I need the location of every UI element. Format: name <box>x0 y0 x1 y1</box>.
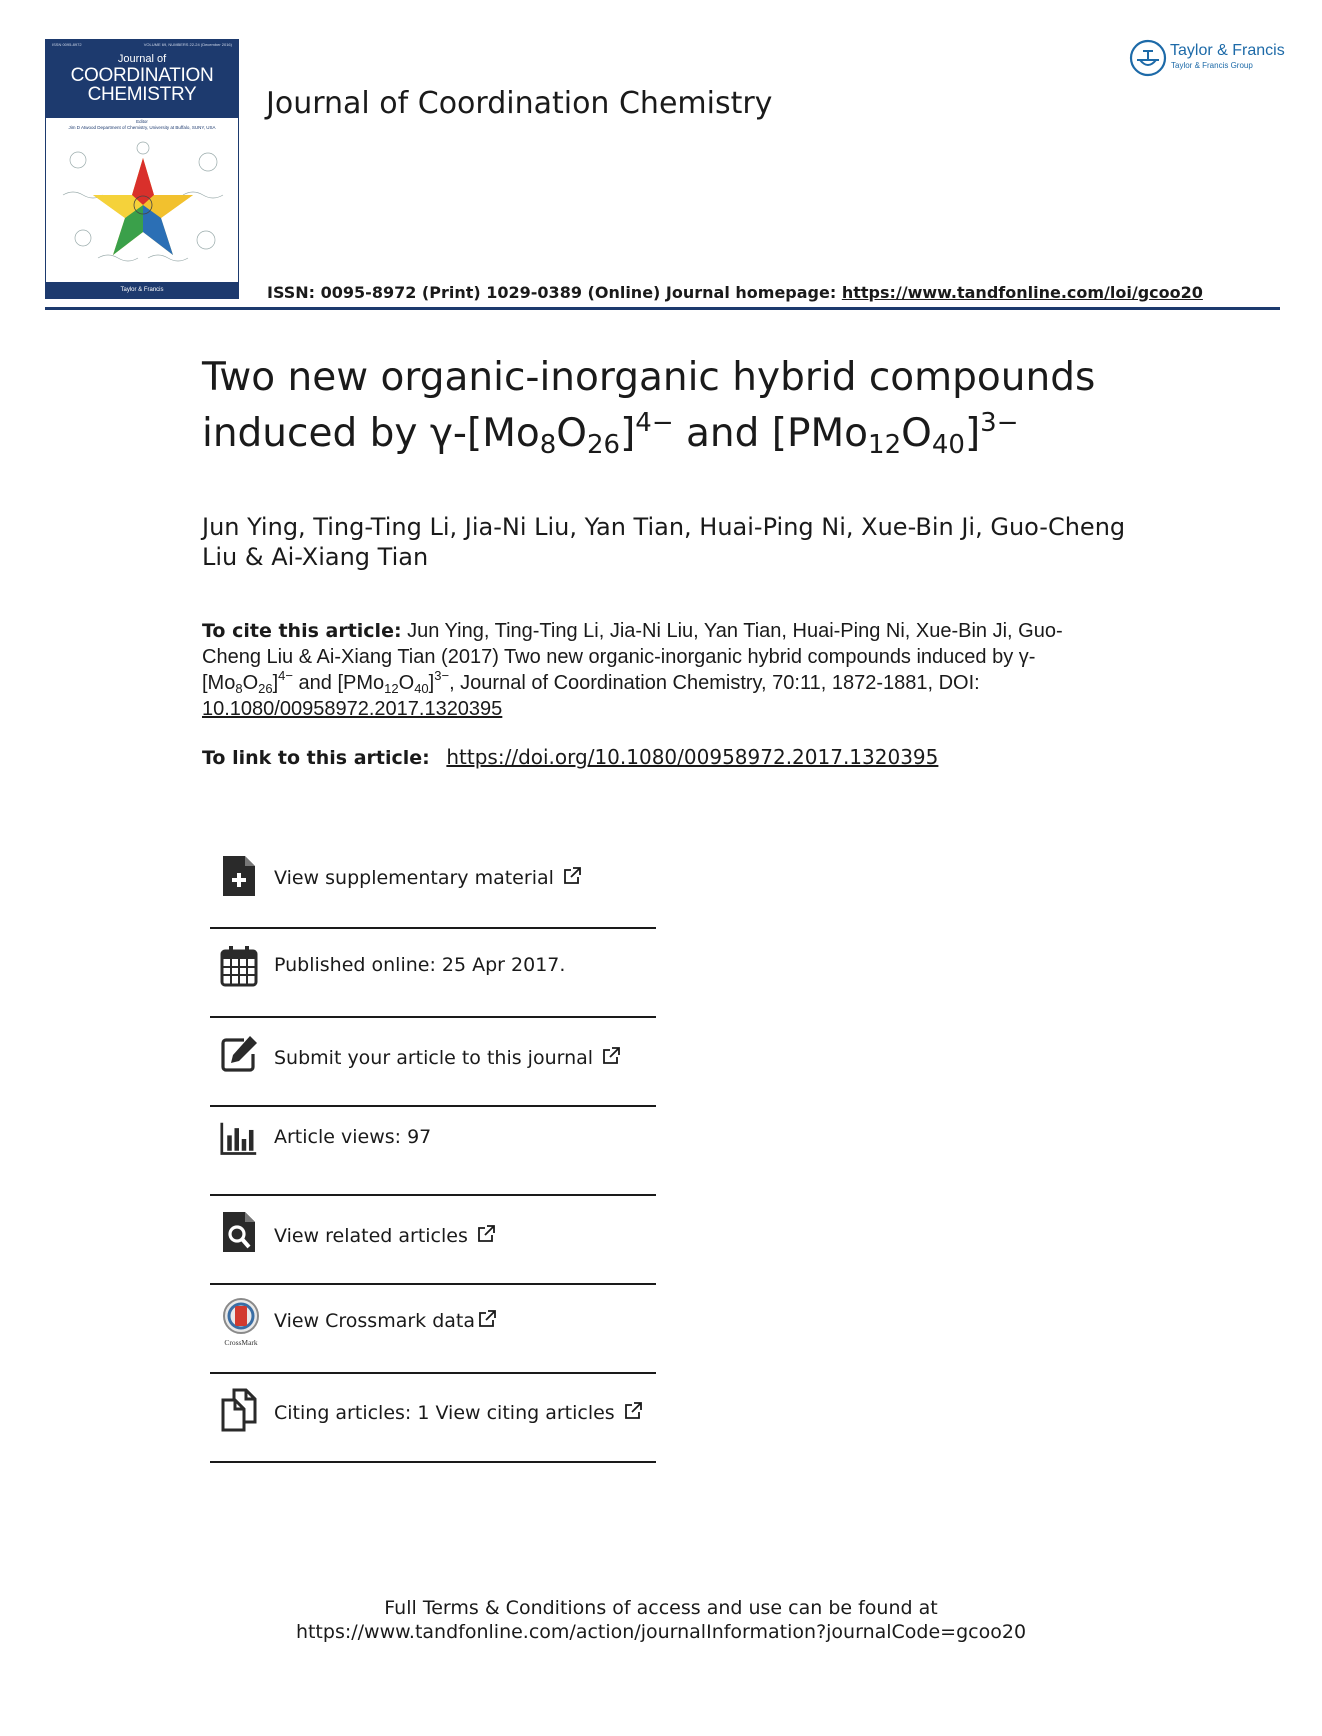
title-text: ] <box>964 411 981 456</box>
citing-text: Citing articles: 1 View citing articles <box>274 1402 615 1424</box>
cover-star-artwork <box>58 140 228 270</box>
submit-label <box>274 1047 620 1069</box>
related-row[interactable] <box>210 1196 656 1285</box>
submit-row[interactable] <box>210 1018 656 1107</box>
citation-subscript: 8 <box>235 681 243 696</box>
publisher-subtitle: Taylor & Francis Group <box>1171 61 1253 70</box>
citation-label: To cite this article: <box>202 620 402 642</box>
citation-block <box>202 618 1102 722</box>
cover-coordination <box>46 66 238 104</box>
supplementary-label <box>274 867 581 889</box>
crossmark-logo-text: CrossMark <box>224 1338 258 1347</box>
views-label: Article views: 97 <box>274 1126 432 1148</box>
footer <box>0 1596 1322 1644</box>
article-title <box>202 350 1152 462</box>
crossmark-label <box>274 1310 496 1332</box>
cover-coordination-word: COORDINATION <box>70 65 214 86</box>
issn-line <box>267 283 1203 302</box>
submit-text: Submit your article to this journal <box>274 1047 594 1069</box>
cover-volume: VOLUME 69, NUMBERS 22-24 (December 2016) <box>143 42 232 47</box>
journal-cover-image <box>45 39 239 299</box>
authors: Jun Ying, Ting-Ting Li, Jia-Ni Liu, Yan Tian, Huai-Ping Ni, Xue-Bin Ji, Guo-Cheng Liu & Ai-Xiang Tian <box>202 513 1126 571</box>
external-link-icon <box>478 1310 496 1328</box>
calendar-icon <box>220 945 258 989</box>
header-divider <box>45 307 1280 310</box>
citation-text: O <box>242 672 259 694</box>
copy-documents-icon <box>220 1388 258 1432</box>
citation-subscript: 26 <box>258 681 273 696</box>
cover-issn: ISSN 0095-8972 <box>52 42 82 47</box>
title-line-2 <box>202 406 1152 462</box>
citation-text: , Journal of Coordination Chemistry, 70:11, 1872-1881, DOI: <box>449 672 980 694</box>
title-superscript: 3− <box>980 408 1019 438</box>
citation-text: ] <box>428 672 435 694</box>
issn-text: ISSN: 0095-8972 (Print) 1029-0389 (Online) Journal homepage: <box>267 283 842 302</box>
journal-homepage-link[interactable]: https://www.tandfonline.com/loi/gcoo20 <box>841 283 1203 302</box>
citation-superscript: 3− <box>434 668 450 683</box>
article-doi-url[interactable]: https://doi.org/10.1080/00958972.2017.1320395 <box>446 745 939 769</box>
crossmark-row[interactable] <box>210 1285 656 1374</box>
doi-link[interactable]: 10.1080/00958972.2017.1320395 <box>202 698 503 720</box>
cover-issn-strip <box>46 42 238 47</box>
published-label: Published online: 25 Apr 2017. <box>274 954 566 976</box>
crossmark-icon <box>220 1297 262 1349</box>
title-text: O <box>901 411 932 456</box>
link-label: To link to this article: <box>202 747 437 769</box>
edit-icon <box>220 1034 258 1078</box>
cover-editor-name: Jim D Atwood Department of Chemistry, University at Buffalo, SUNY, USA <box>68 125 216 130</box>
published-row <box>210 929 656 1018</box>
title-text: ] <box>620 411 636 456</box>
search-document-icon <box>220 1210 258 1254</box>
citation-subscript: 40 <box>414 681 429 696</box>
footer-line-1: Full Terms & Conditions of access and use can be found at <box>384 1597 938 1619</box>
footer-terms-link[interactable]: https://www.tandfonline.com/action/journalInformation?journalCode=gcoo20 <box>295 1621 1027 1643</box>
title-superscript: 4− <box>635 408 674 438</box>
taylor-francis-logo-icon <box>1128 38 1168 78</box>
supplementary-row[interactable] <box>210 840 656 929</box>
citation-text: Jun Ying, Ting-Ting Li, Jia-Ni Liu, Yan Tian, Huai-Ping Ni, Xue-Bin Ji, Guo-Cheng Liu & Ai-Xiang Tian (2017) Two new organic-inorganic hybrid compounds induced by γ-[Mo <box>202 620 1063 694</box>
citing-label <box>274 1402 642 1424</box>
citation-text: ] <box>272 672 279 694</box>
crossmark-text: View Crossmark data <box>274 1310 476 1332</box>
cover-editor-label: Editor <box>136 119 148 124</box>
external-link-icon <box>624 1402 642 1420</box>
cover-publisher-strip: Taylor & Francis <box>46 282 238 298</box>
title-text: induced by γ-[Mo <box>202 411 540 456</box>
citing-row[interactable] <box>210 1374 656 1463</box>
citation-subscript: 12 <box>384 681 399 696</box>
external-link-icon <box>477 1225 495 1243</box>
publisher-name: Taylor & Francis <box>1170 42 1285 59</box>
article-link-line <box>202 745 938 769</box>
external-link-icon <box>563 867 581 885</box>
cover-chemistry-word: CHEMISTRY <box>87 84 197 105</box>
related-label <box>274 1225 495 1247</box>
bar-chart-icon <box>220 1117 258 1161</box>
citation-superscript: 4− <box>278 668 293 683</box>
related-text: View related articles <box>274 1225 468 1247</box>
external-link-icon <box>602 1047 620 1065</box>
title-text: and [PMo <box>673 411 869 456</box>
row-divider <box>210 1461 656 1463</box>
supplementary-text: View supplementary material <box>274 867 554 889</box>
file-plus-icon <box>220 854 258 898</box>
citation-text: and [PMo <box>293 672 385 694</box>
title-subscript: 26 <box>586 430 621 460</box>
journal-title[interactable]: Journal of Coordination Chemistry <box>266 86 773 121</box>
cover-journal-of: Journal of <box>117 53 167 65</box>
cover-editor <box>46 119 238 131</box>
title-text: O <box>556 411 587 456</box>
title-subscript: 8 <box>539 430 557 460</box>
title-line-1: Two new organic-inorganic hybrid compounds <box>202 355 1096 400</box>
views-row <box>210 1107 656 1196</box>
title-subscript: 12 <box>868 430 902 460</box>
citation-text: O <box>398 672 415 694</box>
title-subscript: 40 <box>931 430 965 460</box>
